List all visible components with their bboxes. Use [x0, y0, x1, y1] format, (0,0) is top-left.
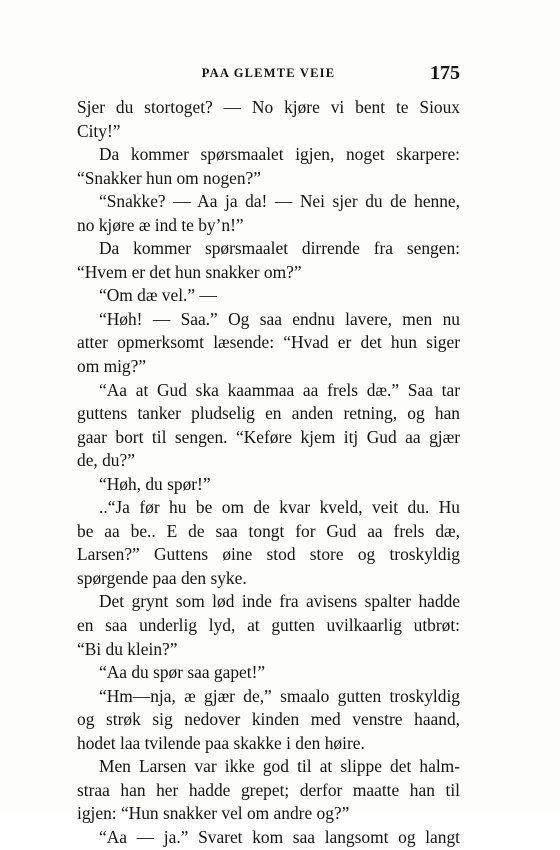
text-line: gaar bort til sengen. “Keføre kjem itj Gud aa gjær	[77, 426, 460, 447]
text-line: guttens tanker pludselig en anden retning, og han	[77, 403, 460, 424]
text-line: no kjøre æ ind te by’n!”	[77, 214, 244, 235]
text-line: “Hvem er det hun snakker om?”	[77, 261, 302, 282]
text-line: og strøk sig nedover kinden med venstre haand,	[77, 709, 460, 730]
text-line: ..“Ja før hu be om de kvar kveld, veit du. Hu	[99, 497, 460, 518]
text-line: Larsen?” Guttens øine stod store og troskyldig	[77, 544, 460, 565]
text-line: igjen: “Hun snakker vel om andre og?”	[77, 803, 350, 824]
text-line: om mig?”	[77, 356, 147, 377]
text-line: hodet laa tvilende paa skakke i den høire.	[77, 732, 365, 753]
text-line: “Bi du klein?”	[77, 638, 178, 659]
page-number: 175	[430, 62, 460, 84]
text-line: de, du?”	[77, 450, 135, 471]
text-line: “Aa du spør saa gapet!”	[99, 662, 266, 683]
running-head	[77, 62, 460, 86]
text-line: “Høh! — Saa.” Og saa endnu lavere, men nu	[99, 308, 460, 329]
text-line: “Snakke? — Aa ja da! — Nei sjer du de henne,	[99, 191, 460, 212]
text-line: Det grynt som lød inde fra avisens spalter hadde	[99, 591, 460, 612]
text-line: “Snakker hun om nogen?”	[77, 167, 261, 188]
text-line: be aa be.. E de saa tongt for Gud aa frels dæ,	[77, 520, 460, 541]
text-line: City!”	[77, 120, 121, 141]
text-line: Sjer du stortoget? — No kjøre vi bent te Sioux	[77, 97, 460, 117]
running-title: PAA GLEMTE VEIE	[201, 66, 336, 80]
text-line: “Høh, du spør!”	[99, 473, 211, 494]
text-line: “Hm—nja, æ gjær de,” smaalo gutten troskyldig	[99, 685, 460, 706]
text-line: “Aa — ja.” Svaret kom saa langsomt og langt	[99, 826, 460, 847]
body-text	[77, 96, 460, 850]
text-line: spørgende paa den syke.	[77, 567, 247, 588]
text-line: en saa underlig lyd, at gutten uvilkaarlig utbrøt:	[77, 615, 460, 636]
text-line: atter opmerksomt læsende: “Hvad er det hun siger	[77, 332, 460, 353]
text-line: Da kommer spørsmaalet dirrende fra sengen:	[99, 238, 460, 259]
text-line: Da kommer spørsmaalet igjen, noget skarpere:	[99, 144, 460, 165]
text-line: “Aa at Gud ska kaammaa aa frels dæ.” Saa tar	[99, 379, 460, 400]
text-line: “Om dæ vel.” —	[99, 285, 217, 306]
text-line: Men Larsen var ikke god til at slippe det halm-	[99, 756, 460, 777]
text-line: straa han her hadde grepet; derfor maatte han til	[77, 779, 460, 800]
